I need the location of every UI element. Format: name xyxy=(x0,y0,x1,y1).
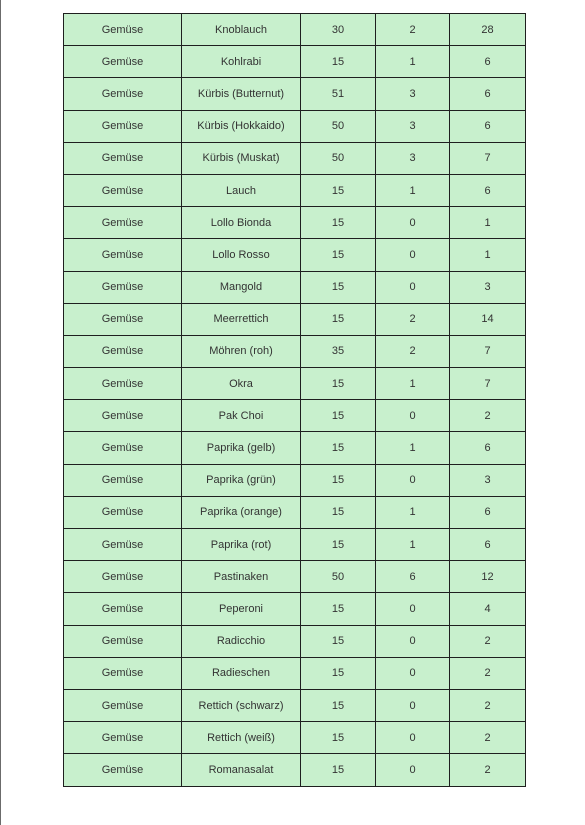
category-cell: Gemüse xyxy=(64,625,182,657)
category-cell: Gemüse xyxy=(64,593,182,625)
table-row xyxy=(64,432,526,464)
table-row xyxy=(64,335,526,367)
item-name-cell: Paprika (rot) xyxy=(182,529,301,561)
value-2-cell: 0 xyxy=(376,271,450,303)
category-cell: Gemüse xyxy=(64,14,182,46)
item-name-cell: Paprika (orange) xyxy=(182,496,301,528)
value-1-cell: 15 xyxy=(301,625,376,657)
page-edge-line xyxy=(0,0,1,825)
category-cell: Gemüse xyxy=(64,110,182,142)
item-name-cell: Radieschen xyxy=(182,657,301,689)
value-1-cell: 15 xyxy=(301,496,376,528)
table-row xyxy=(64,529,526,561)
value-2-cell: 0 xyxy=(376,207,450,239)
value-1-cell: 15 xyxy=(301,754,376,786)
item-name-cell: Paprika (gelb) xyxy=(182,432,301,464)
value-2-cell: 1 xyxy=(376,174,450,206)
value-2-cell: 3 xyxy=(376,142,450,174)
category-cell: Gemüse xyxy=(64,754,182,786)
value-3-cell: 4 xyxy=(450,593,526,625)
table-row xyxy=(64,593,526,625)
item-name-cell: Paprika (grün) xyxy=(182,464,301,496)
value-1-cell: 15 xyxy=(301,207,376,239)
item-name-cell: Möhren (roh) xyxy=(182,335,301,367)
value-3-cell: 6 xyxy=(450,432,526,464)
category-cell: Gemüse xyxy=(64,142,182,174)
item-name-cell: Lauch xyxy=(182,174,301,206)
value-1-cell: 15 xyxy=(301,271,376,303)
table-row xyxy=(64,142,526,174)
value-3-cell: 3 xyxy=(450,271,526,303)
item-name-cell: Rettich (schwarz) xyxy=(182,689,301,721)
table-row xyxy=(64,174,526,206)
value-1-cell: 15 xyxy=(301,400,376,432)
table-row xyxy=(64,78,526,110)
value-1-cell: 51 xyxy=(301,78,376,110)
value-1-cell: 15 xyxy=(301,529,376,561)
category-cell: Gemüse xyxy=(64,529,182,561)
value-3-cell: 2 xyxy=(450,754,526,786)
category-cell: Gemüse xyxy=(64,271,182,303)
value-2-cell: 1 xyxy=(376,46,450,78)
table-row xyxy=(64,110,526,142)
value-3-cell: 7 xyxy=(450,335,526,367)
value-1-cell: 30 xyxy=(301,14,376,46)
value-1-cell: 15 xyxy=(301,239,376,271)
table-row xyxy=(64,400,526,432)
value-3-cell: 7 xyxy=(450,142,526,174)
value-2-cell: 2 xyxy=(376,14,450,46)
category-cell: Gemüse xyxy=(64,657,182,689)
item-name-cell: Okra xyxy=(182,368,301,400)
table-row xyxy=(64,625,526,657)
item-name-cell: Mangold xyxy=(182,271,301,303)
value-3-cell: 2 xyxy=(450,689,526,721)
value-2-cell: 6 xyxy=(376,561,450,593)
value-1-cell: 15 xyxy=(301,174,376,206)
table-row xyxy=(64,754,526,786)
item-name-cell: Lollo Rosso xyxy=(182,239,301,271)
value-1-cell: 50 xyxy=(301,561,376,593)
category-cell: Gemüse xyxy=(64,432,182,464)
category-cell: Gemüse xyxy=(64,335,182,367)
value-2-cell: 0 xyxy=(376,593,450,625)
value-3-cell: 12 xyxy=(450,561,526,593)
value-2-cell: 0 xyxy=(376,754,450,786)
value-1-cell: 15 xyxy=(301,368,376,400)
value-2-cell: 2 xyxy=(376,303,450,335)
value-2-cell: 0 xyxy=(376,657,450,689)
value-2-cell: 1 xyxy=(376,529,450,561)
value-2-cell: 1 xyxy=(376,368,450,400)
value-3-cell: 2 xyxy=(450,722,526,754)
category-cell: Gemüse xyxy=(64,78,182,110)
table-row xyxy=(64,271,526,303)
category-cell: Gemüse xyxy=(64,496,182,528)
table-row xyxy=(64,207,526,239)
category-cell: Gemüse xyxy=(64,464,182,496)
value-1-cell: 15 xyxy=(301,593,376,625)
category-cell: Gemüse xyxy=(64,174,182,206)
table-row xyxy=(64,239,526,271)
value-3-cell: 2 xyxy=(450,400,526,432)
item-name-cell: Lollo Bionda xyxy=(182,207,301,239)
table-row xyxy=(64,561,526,593)
value-2-cell: 0 xyxy=(376,400,450,432)
value-3-cell: 1 xyxy=(450,207,526,239)
value-1-cell: 15 xyxy=(301,464,376,496)
value-2-cell: 0 xyxy=(376,722,450,754)
value-3-cell: 1 xyxy=(450,239,526,271)
value-2-cell: 0 xyxy=(376,689,450,721)
table-row xyxy=(64,303,526,335)
vegetable-table-container xyxy=(63,13,525,787)
value-1-cell: 15 xyxy=(301,432,376,464)
value-2-cell: 1 xyxy=(376,496,450,528)
item-name-cell: Radicchio xyxy=(182,625,301,657)
table-row xyxy=(64,14,526,46)
value-1-cell: 50 xyxy=(301,142,376,174)
table-row xyxy=(64,722,526,754)
value-3-cell: 3 xyxy=(450,464,526,496)
value-1-cell: 15 xyxy=(301,303,376,335)
value-3-cell: 6 xyxy=(450,174,526,206)
value-1-cell: 35 xyxy=(301,335,376,367)
value-1-cell: 15 xyxy=(301,46,376,78)
item-name-cell: Rettich (weiß) xyxy=(182,722,301,754)
value-3-cell: 14 xyxy=(450,303,526,335)
category-cell: Gemüse xyxy=(64,303,182,335)
item-name-cell: Romanasalat xyxy=(182,754,301,786)
item-name-cell: Pak Choi xyxy=(182,400,301,432)
item-name-cell: Peperoni xyxy=(182,593,301,625)
vegetable-table xyxy=(63,13,526,787)
category-cell: Gemüse xyxy=(64,689,182,721)
value-2-cell: 3 xyxy=(376,78,450,110)
category-cell: Gemüse xyxy=(64,239,182,271)
category-cell: Gemüse xyxy=(64,368,182,400)
item-name-cell: Kürbis (Hokkaido) xyxy=(182,110,301,142)
value-1-cell: 15 xyxy=(301,722,376,754)
value-3-cell: 2 xyxy=(450,625,526,657)
value-3-cell: 7 xyxy=(450,368,526,400)
value-2-cell: 0 xyxy=(376,239,450,271)
category-cell: Gemüse xyxy=(64,722,182,754)
value-3-cell: 28 xyxy=(450,14,526,46)
value-2-cell: 2 xyxy=(376,335,450,367)
item-name-cell: Knoblauch xyxy=(182,14,301,46)
table-row xyxy=(64,464,526,496)
item-name-cell: Kürbis (Muskat) xyxy=(182,142,301,174)
table-row xyxy=(64,689,526,721)
value-1-cell: 50 xyxy=(301,110,376,142)
category-cell: Gemüse xyxy=(64,46,182,78)
category-cell: Gemüse xyxy=(64,561,182,593)
value-1-cell: 15 xyxy=(301,657,376,689)
value-3-cell: 6 xyxy=(450,78,526,110)
value-2-cell: 1 xyxy=(376,432,450,464)
item-name-cell: Kohlrabi xyxy=(182,46,301,78)
value-3-cell: 6 xyxy=(450,46,526,78)
table-row xyxy=(64,657,526,689)
category-cell: Gemüse xyxy=(64,400,182,432)
value-2-cell: 0 xyxy=(376,464,450,496)
category-cell: Gemüse xyxy=(64,207,182,239)
item-name-cell: Pastinaken xyxy=(182,561,301,593)
table-body xyxy=(64,14,526,787)
value-3-cell: 6 xyxy=(450,496,526,528)
table-row xyxy=(64,368,526,400)
table-row xyxy=(64,46,526,78)
table-row xyxy=(64,496,526,528)
value-3-cell: 2 xyxy=(450,657,526,689)
value-1-cell: 15 xyxy=(301,689,376,721)
value-3-cell: 6 xyxy=(450,110,526,142)
value-2-cell: 3 xyxy=(376,110,450,142)
item-name-cell: Meerrettich xyxy=(182,303,301,335)
value-3-cell: 6 xyxy=(450,529,526,561)
value-2-cell: 0 xyxy=(376,625,450,657)
item-name-cell: Kürbis (Butternut) xyxy=(182,78,301,110)
